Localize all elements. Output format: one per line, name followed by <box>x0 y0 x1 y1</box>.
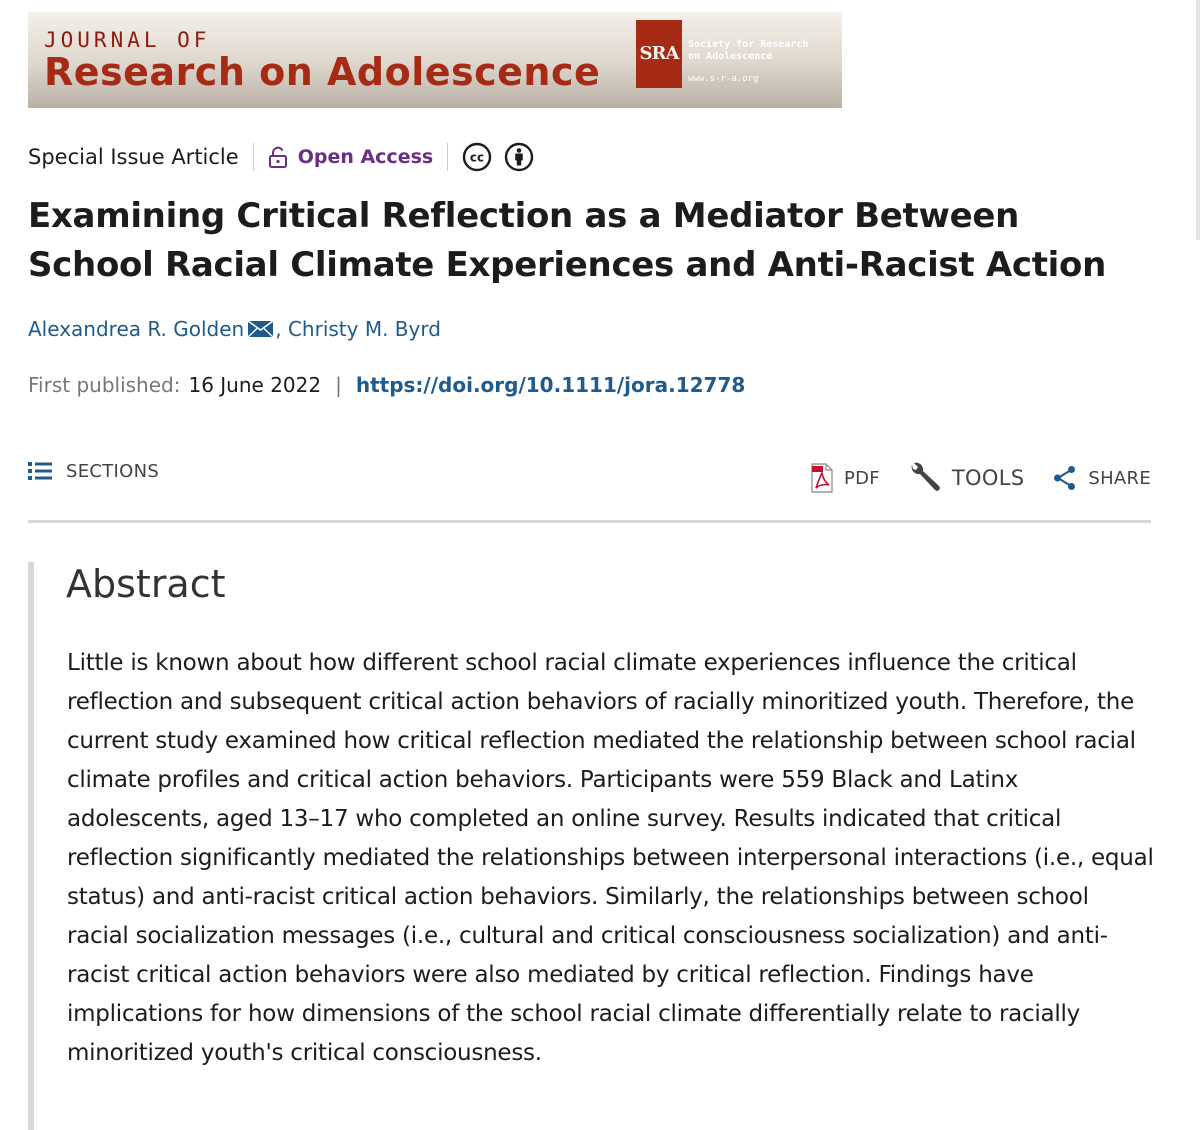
share-icon <box>1052 465 1078 491</box>
publication-info <box>28 368 745 402</box>
first-published-label: First published: <box>28 373 181 397</box>
banner-journal-title: Research on Adolescence <box>44 50 601 94</box>
author-list <box>28 312 441 346</box>
toolbar-divider <box>28 520 1151 523</box>
creative-commons-icon[interactable] <box>462 142 492 172</box>
sections-label: SECTIONS <box>66 460 160 482</box>
article-type: Special Issue Article <box>28 145 239 169</box>
scrollbar[interactable] <box>1196 0 1200 240</box>
share-button[interactable] <box>1052 465 1151 491</box>
first-published-date: 16 June 2022 <box>188 373 322 397</box>
list-icon <box>28 460 52 482</box>
banner-journal-of: JOURNAL OF <box>44 28 211 52</box>
author-link[interactable]: Christy M. Byrd <box>287 317 441 341</box>
open-access-label: Open Access <box>297 146 434 168</box>
banner-society-line2: on Adolescence <box>688 51 773 62</box>
svg-text:cc: cc <box>470 150 485 165</box>
tools-button[interactable] <box>908 462 1024 494</box>
abstract-accent-bar <box>28 562 34 1130</box>
email-icon[interactable] <box>247 320 274 338</box>
article-title: Examining Critical Reflection as a Mediator Between School Racial Climate Experiences and Anti-Racist Action <box>28 196 1106 285</box>
pdf-label: PDF <box>843 467 880 489</box>
meta-divider <box>447 143 448 171</box>
abstract-text: Little is known about how different school racial climate experiences influence the critical reflection and subsequent critical action behaviors of racially minoritized youth. Therefore, the current study examined how critical reflection mediated the relationship between school racial climate profiles and critical action behaviors. Participants were 559 Black and Latinx adolescents, aged 13–17 who completed an online survey. Results indicated that critical reflection significantly mediated the relationships between interpersonal interactions (i.e., equal status) and anti-racist critical action behaviors. Similarly, the relationships between school racial socialization messages (i.e., cultural and critical consciousness socialization) and anti-racist critical action behaviors were also mediated by critical reflection. Findings have implications for how dimensions of the school racial climate differentially relate to racially minoritized youth's critical consciousness. <box>67 650 1154 1066</box>
banner-society-name <box>688 39 808 63</box>
article-toolbar <box>28 456 1151 500</box>
tools-label: TOOLS <box>951 466 1025 490</box>
open-access-badge[interactable] <box>268 146 434 168</box>
sra-logo: SRA <box>636 20 682 88</box>
pdf-button[interactable] <box>810 463 880 493</box>
banner-society-url: www.s-r-a.org <box>688 74 759 84</box>
author-link[interactable]: Alexandrea R. Golden <box>28 317 245 341</box>
toolbar-actions <box>782 456 1151 500</box>
author-separator: , <box>275 317 288 341</box>
sections-button[interactable] <box>28 460 159 482</box>
wrench-icon <box>908 462 942 494</box>
abstract-heading: Abstract <box>66 562 226 606</box>
open-lock-icon <box>268 146 288 168</box>
doi-link[interactable]: https://doi.org/10.1111/jora.12778 <box>355 373 746 397</box>
share-label: SHARE <box>1088 467 1151 489</box>
pdf-icon <box>810 463 834 493</box>
article-meta-row <box>28 140 546 174</box>
meta-divider <box>253 143 254 171</box>
attribution-icon[interactable] <box>504 142 534 172</box>
pub-separator: | <box>335 373 342 397</box>
license-icons[interactable] <box>462 142 546 172</box>
journal-banner[interactable] <box>28 12 842 108</box>
banner-society-line1: Society for Research <box>688 39 809 50</box>
